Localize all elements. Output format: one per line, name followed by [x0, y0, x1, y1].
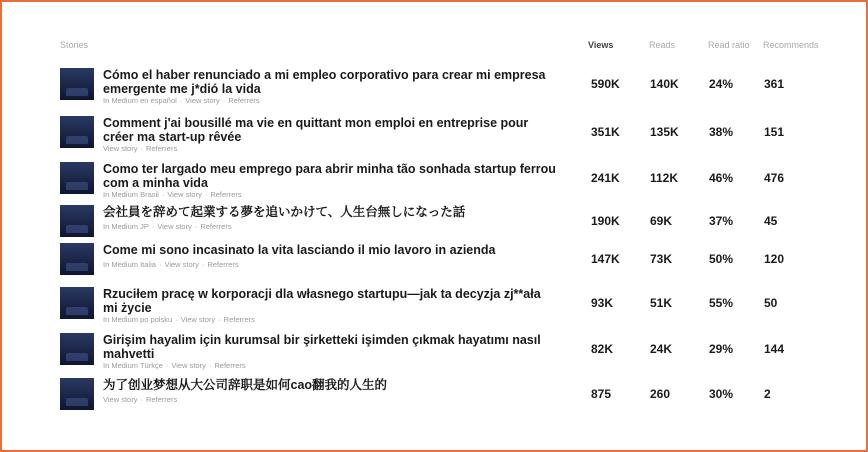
column-header-read-ratio[interactable]: Read ratio [708, 40, 750, 50]
view-story-link[interactable]: View story [164, 260, 199, 269]
story-meta [103, 96, 260, 105]
story-meta [103, 190, 242, 199]
story-title-line[interactable]: Girişim hayalim için kurumsal bir şirketteki işimden çıkmak hayatımı nasıl [103, 333, 541, 347]
story-title-line[interactable]: Comment j'ai bousillé ma vie en quittant mon emploi en entreprise pour [103, 116, 529, 130]
recommends-count: 476 [764, 171, 785, 185]
story-thumbnail[interactable] [60, 243, 94, 275]
story-title[interactable] [103, 287, 583, 315]
story-title[interactable] [103, 162, 583, 190]
publication-label: In Medium Türkçe [103, 361, 163, 370]
meta-separator: · [194, 222, 198, 231]
story-thumbnail[interactable] [60, 333, 94, 365]
story-title-line[interactable]: Come mi sono incasinato la vita lasciando il mio lavoro in azienda [103, 243, 496, 257]
story-title-line[interactable]: mahvetti [103, 347, 155, 361]
meta-separator: · [218, 315, 221, 324]
recommends-count: 120 [764, 252, 785, 266]
story-title-line[interactable]: com a minha vida [103, 176, 208, 190]
reads-count: 140K [650, 77, 679, 91]
views-count: 190K [591, 214, 620, 228]
reads-count: 69K [650, 214, 673, 228]
story-thumbnail[interactable] [60, 116, 94, 148]
views-count: 82K [591, 342, 614, 356]
view-story-link[interactable]: View story [167, 190, 202, 199]
meta-separator: · [140, 144, 143, 153]
recommends-count: 151 [764, 125, 785, 139]
story-meta [103, 260, 239, 269]
story-row [2, 333, 868, 373]
views-count: 93K [591, 296, 614, 310]
views-count: 147K [591, 252, 620, 266]
recommends-count: 45 [764, 214, 778, 228]
view-story-link[interactable]: View story [185, 96, 220, 105]
story-thumbnail[interactable] [60, 287, 94, 319]
referrers-link[interactable]: Referrers [145, 144, 178, 153]
publication-label: In Medium Italia [103, 260, 156, 269]
meta-separator: · [201, 260, 205, 269]
views-count: 351K [591, 125, 620, 139]
reads-count: 135K [650, 125, 679, 139]
story-meta [103, 395, 177, 404]
column-header-views[interactable]: Views [588, 40, 614, 50]
meta-separator: · [179, 96, 183, 105]
view-story-link[interactable]: View story [180, 315, 216, 324]
story-row [2, 116, 868, 156]
referrers-link[interactable]: Referrers [223, 315, 255, 324]
story-title-line[interactable]: créer ma start-up rêvée [103, 130, 242, 144]
story-meta [103, 144, 177, 153]
story-row [2, 205, 868, 245]
meta-separator: · [140, 395, 143, 404]
story-meta [103, 361, 246, 370]
meta-separator: · [161, 190, 165, 199]
read-ratio-value: 37% [709, 214, 734, 228]
story-title[interactable] [103, 68, 583, 96]
meta-separator: · [165, 361, 169, 370]
story-title-line[interactable]: Como ter largado meu emprego para abrir minha tão sonhada startup ferrou [103, 162, 556, 176]
column-header-recommends[interactable]: Recommends [763, 40, 819, 50]
read-ratio-value: 50% [709, 252, 734, 266]
referrers-link[interactable]: Referrers [200, 222, 232, 231]
read-ratio-value: 46% [709, 171, 734, 185]
story-title[interactable] [103, 333, 583, 361]
story-meta [103, 315, 255, 324]
story-title-line[interactable]: mi życie [103, 301, 152, 315]
read-ratio-value: 55% [709, 296, 734, 310]
story-meta [103, 222, 232, 231]
story-title-line[interactable]: Rzuciłem pracę w korporacji dla własnego startupu—jak ta decyzja zj**ała [103, 287, 541, 301]
reads-count: 112K [650, 171, 679, 185]
story-title[interactable] [103, 378, 583, 392]
story-row [2, 378, 868, 418]
recommends-count: 361 [764, 77, 785, 91]
story-title-line[interactable]: 会社員を辞めて起業する夢を追いかけて、人生台無しになった話 [103, 205, 466, 219]
referrers-link[interactable]: Referrers [145, 395, 178, 404]
reads-count: 51K [650, 296, 673, 310]
publication-label: In Medium en español [103, 96, 177, 105]
story-thumbnail[interactable] [60, 162, 94, 194]
views-count: 590K [591, 77, 620, 91]
publication-label: In Medium Brasil [103, 190, 159, 199]
publication-label: In Medium JP [103, 222, 149, 231]
story-thumbnail[interactable] [60, 378, 94, 410]
story-thumbnail[interactable] [60, 205, 94, 237]
view-story-link[interactable]: View story [171, 361, 206, 370]
story-title[interactable] [103, 116, 583, 144]
story-title[interactable] [103, 205, 583, 219]
story-row [2, 243, 868, 283]
read-ratio-value: 24% [709, 77, 734, 91]
read-ratio-value: 30% [709, 387, 734, 401]
meta-separator: · [151, 222, 155, 231]
meta-separator: · [175, 315, 178, 324]
referrers-link[interactable]: Referrers [228, 96, 260, 105]
story-title-line[interactable]: emergente me j*dió la vida [103, 82, 261, 96]
story-thumbnail[interactable] [60, 68, 94, 100]
read-ratio-value: 29% [709, 342, 734, 356]
column-header-reads[interactable]: Reads [649, 40, 676, 50]
views-count: 875 [591, 387, 612, 401]
story-title[interactable] [103, 243, 583, 257]
story-title-line[interactable]: 为了创业梦想从大公司辞职是如何cao翻我的人生的 [103, 378, 388, 392]
view-story-link[interactable]: View story [103, 395, 138, 404]
referrers-link[interactable]: Referrers [214, 361, 246, 370]
story-row [2, 287, 868, 327]
view-story-link[interactable]: View story [157, 222, 192, 231]
recommends-count: 144 [764, 342, 785, 356]
story-row [2, 162, 868, 202]
story-row [2, 68, 868, 108]
read-ratio-value: 38% [709, 125, 734, 139]
reads-count: 24K [650, 342, 673, 356]
referrers-link[interactable]: Referrers [207, 260, 239, 269]
recommends-count: 50 [764, 296, 778, 310]
views-count: 241K [591, 171, 620, 185]
reads-count: 260 [650, 387, 671, 401]
recommends-count: 2 [764, 387, 771, 401]
meta-separator: · [204, 190, 208, 199]
referrers-link[interactable]: Referrers [210, 190, 242, 199]
meta-separator: · [158, 260, 162, 269]
publication-label: In Medium po polsku [103, 315, 173, 324]
story-title-line[interactable]: Cómo el haber renunciado a mi empleo corporativo para crear mi empresa [103, 68, 546, 82]
reads-count: 73K [650, 252, 673, 266]
meta-separator: · [222, 96, 226, 105]
view-story-link[interactable]: View story [103, 144, 138, 153]
meta-separator: · [208, 361, 212, 370]
column-header-stories[interactable]: Stories [60, 40, 89, 50]
